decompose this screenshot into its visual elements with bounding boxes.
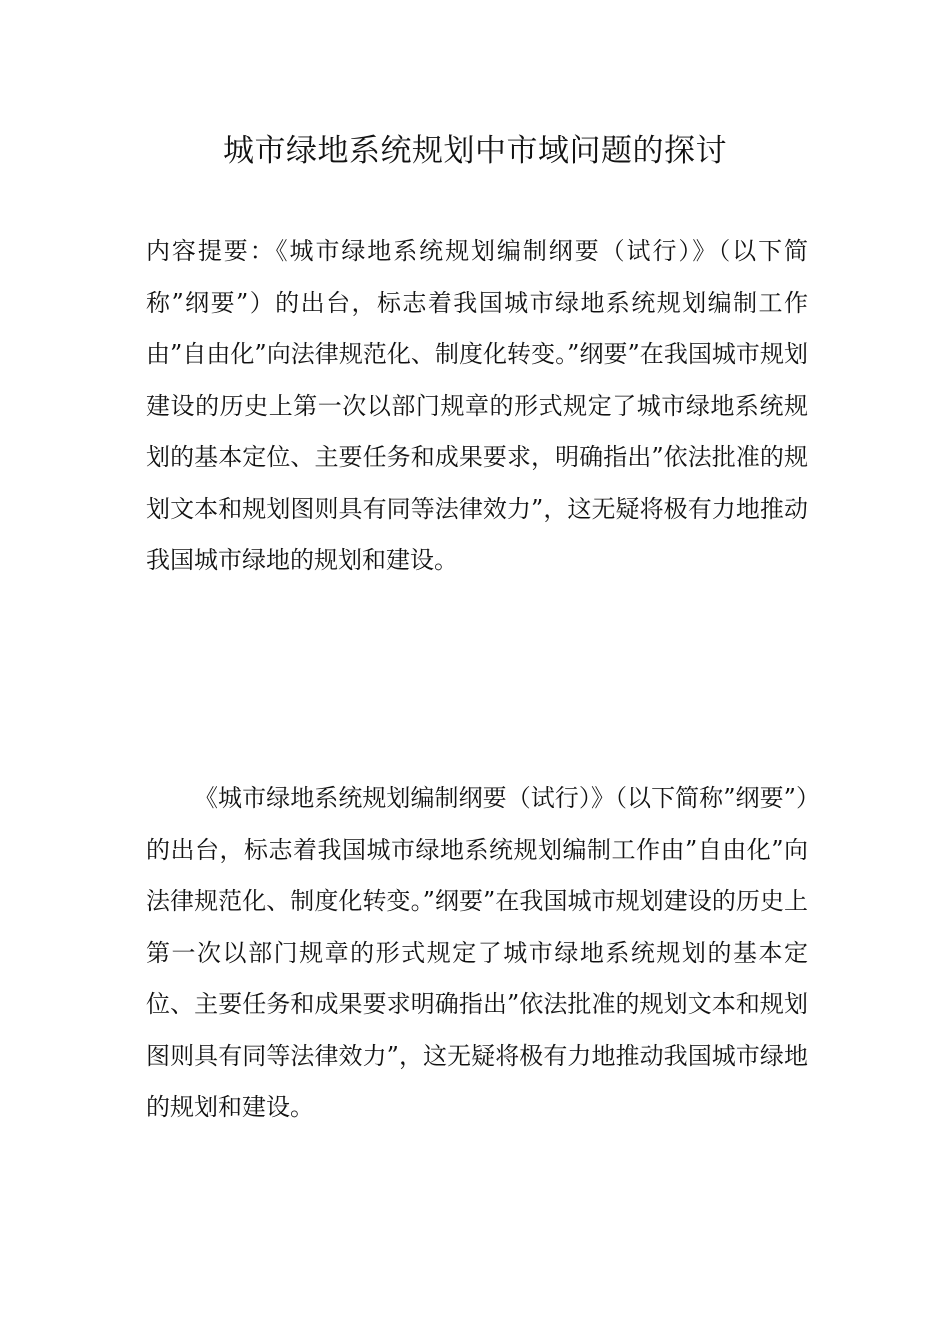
body-paragraph: 《城市绿地系统规划编制纲要（试行）》（以下简称”纲要”）的出台，标志着我国城市绿地系统规划编制工作由”自由化”向法律规范化、制度化转变。”纲要”在我国城市规划建设的历史上第一次以部门规章的形式规定了城市绿地系统规划的基本定位、主要任务和成果要求明确指出”依法批准的规划文本和规划图则具有同等法律效力”，这无疑将极有力地推动我国城市绿地的规划和建设。 bbox=[146, 784, 808, 1121]
document-title: 城市绿地系统规划中市域问题的探讨 bbox=[223, 133, 727, 169]
abstract-paragraph: 内容提要：《城市绿地系统规划编制纲要（试行）》（以下简称”纲要”）的出台，标志着我国城市绿地系统规划编制工作由”自由化”向法律规范化、制度化转变。”纲要”在我国城市规划建设的历史上第一次以部门规章的形式规定了城市绿地系统规划的基本定位、主要任务和成果要求，明确指出”依法批准的规划文本和规划图则具有同等法律效力”，这无疑将极有力地推动我国城市绿地的规划和建设。 bbox=[146, 237, 808, 574]
